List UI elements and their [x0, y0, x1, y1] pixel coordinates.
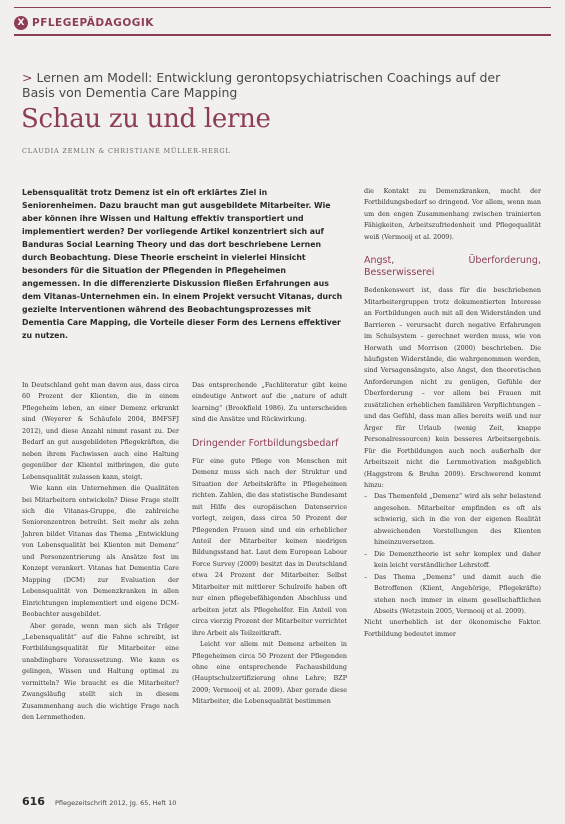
page-footer	[22, 795, 176, 808]
subheading-angst: Angst, Überforderung, Besserwisserei	[364, 255, 541, 279]
column-right	[364, 186, 541, 640]
section-badge-icon: X	[14, 16, 28, 30]
paragraph: Aber gerade, wenn man sich als Träger „Lebensqualität“ auf die Fahne schreibt, ist Fortbildungsqualität für Mitarbeiter eine unabdingbare Voraussetzung. Wie kann es gelingen, Wissen und Haltung optimal zu vermitteln? Wie braucht es die Mitarbeiter? Zwangsläufig stellt sich in diesem Zusammenhang auch die wichtige Frage nach den Lernmethoden.	[22, 621, 179, 722]
kicker-text: Lernen am Modell: Entwicklung gerontopsychiatrischen Coachings auf der Basis von Dementia Care Mapping	[22, 70, 501, 100]
paragraph: Bedenkenswert ist, dass für die beschriebenen Mitarbeitergruppen trotz dokumentierten Interesse an Fortbildungen auch mit all den Widerständen und Barrieren – verursacht durch negative Erfahrungen im Schulsystem – gerechnet werden muss, wie von Horwath und Morrison (2000) beschrieben. Die häufigsten Widerstände, die wahrgenommen werden, sind Versagensängste, also Angst, den theoretischen Anforderungen nicht zu genügen, Gefühle der Überforderung – vor allem bei Frauen mit zusätzlichen erheblichen familiären Verpflichtungen – und das Gefühl, dass man alles bereits weiß und nur Ärger für Urlaub (wenig Zeit, knappe Personalressourcen) kein besseres Arbeitsergebnis. Für die Fortbildungen auch noch außerhalb der Arbeitszeit nicht die Lernmotivation maßgeblich (Haggstrom & Bruhn 2009). Erschwerend kommt hinzu:	[364, 286, 541, 489]
list-item: – Das Themenfeld „Demenz“ wird als sehr belastend angesehen. Mitarbeiter empfinden es oft als schwierig, sich in die von der eigenen Realität abweichenden Vorstellungen des Klienten hineinzuversetzen.	[364, 491, 541, 548]
article-title: Schau zu und lerne	[21, 104, 271, 134]
list-item: – Das Thema „Demenz“ und damit auch die Betroffenen (Klient, Angehörige, Pflegekräfte) stehen noch immer in einem gesellschaftlichen Abseits (Wetzstein 2005, Vermooij et al. 2009).	[364, 572, 541, 618]
subheading-fortbildungsbedarf: Dringender Fortbildungsbedarf	[192, 437, 339, 449]
article-lead: Lebensqualität trotz Demenz ist ein oft erklärtes Ziel in Seniorenheimen. Dazu braucht man gut ausgebildete Mitarbeiter. Wie aber können ihre Wissen und Haltung effektiv transportiert und implementiert werden? Der vorliegende Artikel konzentriert sich auf Banduras Social Learning Theory und das dort beschriebene Lernen durch Beobachtung. Diese Theorie erscheint in vielerlei Hinsicht besonders für die Situation der Pflegenden in Pflegeheimen angemessen. In die differenzierte Diskussion fließen Erfahrungen aus dem Vitanas-Unternehmen ein. In einem Projekt versucht Vitanas, durch gezielte Interventionen während des Beobachtungsprozesses mit Dementia Care Mapping, die Vorteile dieser Form des Lernens effektiver zu nutzen.	[22, 188, 343, 340]
article-kicker	[22, 70, 502, 100]
paragraph: Leicht vor allem mit Demenz arbeiten in Pflegeheimen circa 50 Prozent der Pflegenden ohne eine entsprechende Fachausbildung (Hauptschulzertifizierung ohne Lehre; BZP 2009; Vermooij et al. 2009). Aber gerade diese Mitarbeiter, die Lebensqualität bestimmen	[192, 640, 347, 706]
column-left	[22, 380, 179, 724]
top-rule	[14, 7, 551, 8]
page-number: 616	[22, 795, 45, 808]
list-item: – Die Demenztheorie ist sehr komplex und daher kein leicht verständlicher Lehrstoff.	[364, 549, 541, 572]
paragraph: Das entsprechende „Fachliteratur gibt keine eindeutige Antwort auf die „nature of adult learning“ (Brookfield 1986). Zu unterscheiden sind die Ansätze und Rückwirkung.	[192, 381, 347, 424]
section-header	[14, 14, 154, 32]
paragraph: In Deutschland geht man davon aus, dass circa 60 Prozent der Klienten, die in einem Pflegeheim leben, an einer Demenz erkrankt sind (Weyerer & Schäufele 2004, BMFSFJ 2012), und diese Anzahl nimmt rasant zu. Der Bedarf an gut ausgebildeten Pflegekräften, die neben ihrem Fachwissen auch eine Haltung gegenüber der Klientel mitbringen, die gute Lebensqualität zulassen kann, steigt.	[22, 381, 179, 481]
section-label: PFLEGEPÄDAGOGIK	[32, 17, 154, 29]
paragraph: Wie kann ein Unternehmen die Qualitäten bei Mitarbeitern entwickeln? Diese Frage stellt sich die Vitanas-Gruppe, die zahlreiche Seniorenzentren betreibt. Seit mehr als zehn Jahren bildet Vitanas das Thema „Entwicklung von Lebensqualität bei Klienten mit Demenz“ und Personzentrierung als Ansätze fest im Konzept verankert. Vitanas hat Dementia Care Mapping (DCM) zur Evaluation der Lebensqualität von Demenzkranken in allen Einrichtungen implementiert und eigene DCM-Beobachter ausgebildet.	[22, 484, 179, 619]
paragraph: die Kontakt zu Demenzkranken, macht der Fortbildungsbedarf so dringend. Vor allem, wenn man um den engen Zusammenhang zwischen trainierten Fähigkeiten, Arbeitszufriedenheit und Pflegequalität weiß (Vermooij et al. 2009).	[364, 187, 541, 241]
paragraph: Für eine gute Pflege von Menschen mit Demenz muss sich nach der Struktur und Situation der Arbeitskräfte in Pflegeheimen richten. Zahlen, die das statistische Bundesamt mit Hilfe des europäischen Datenservice vorlegt, zeigen, dass circa 50 Prozent der Pflegenden Frauen sind und ein erheblicher Anteil der Mitarbeiter keinen niedrigen Bildungsstand hat. Laut dem European Labour Force Survey (2009) besitzt das in Deutschland etwa 24 Prozent der Mitarbeiter. Selbst Mitarbeiter mit mittlerer Schulreife haben oft nur einen pflegebefähigenden Abschluss und arbeiten jetzt als Pflegehelfer. Ein Anteil von circa vierzig Prozent der Mitarbeiter verrichtet ihre Arbeit als Teilzeitkraft.	[192, 456, 347, 637]
journal-citation: Pflegezeitschrift 2012, Jg. 65, Heft 10	[54, 799, 177, 807]
column-middle	[192, 380, 347, 708]
kicker-arrow-icon: >	[22, 70, 33, 85]
bullet-list	[364, 491, 541, 617]
paragraph: Nicht unerheblich ist der ökonomische Faktor. Fortbildung bedeutet immer	[364, 618, 541, 638]
article-authors: CLAUDIA ZEMLIN & CHRISTIANE MÜLLER-HERGL	[22, 147, 231, 155]
header-rule	[14, 34, 551, 36]
